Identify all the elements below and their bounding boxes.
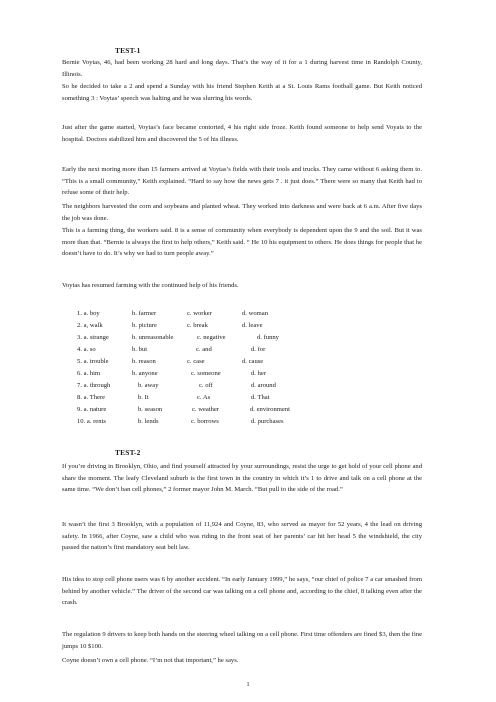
option-a: 1. a. boy [77,310,100,317]
option-a: 6. a. him [77,370,101,377]
test2-paragraph: If you’re driving in Brooklyn, Ohio, and find yourself attracted by your surroundings, resist the urge to get hold of your cell phone and share the moment. The leafy Cleveland suburb is the first town in the country in which it’s 1 to drive and talk on a cell phone at the same time. “We don’t ban cell phones,” 2 former mayor John M. March. “But pull to the side of the road.” [62,463,422,494]
option-b: b. but [132,346,148,353]
option-d: d. funny [257,334,279,341]
option-c: c. negative [197,334,226,341]
option-d: d. environment [250,406,290,413]
test2-title: TEST-2 [115,448,141,457]
option-c: c. break [187,322,208,329]
test1-paragraph: Early the next moring more than 15 farmers arrived at Voytas’s fields with their tools and trucks. They came without 6 asking them to. “This is a small community,” Keith explained. “Hard to say how the news gets 7 . it just does.” There were so many that Keith had to refuse some of their help. [62,166,422,197]
option-d: d. leave [242,322,263,329]
option-b: b. season [138,406,163,413]
test1-title: TEST-1 [115,46,141,55]
option-c: c. case [187,358,205,365]
option-c: c. someone [191,370,221,377]
option-b: b. It [138,394,149,401]
option-a: 4. a. so [77,346,96,353]
test2-paragraph: Coyne doesn’t own a cell phone. “I’m not that important,” he says. [62,657,239,664]
option-d: d. for [251,346,266,353]
test2-paragraph: It wasn’t the first 3 Brooklyn, with a population of 11,924 and Coyne, 83, who served as mayor for 52 years, 4 the lead on driving safety. In 1966, after Coyne, saw a child who was riding in the front seat of her parents’ car hit her head 5 the windshield, the city passed the nation’s first mandatory seat belt law. [62,521,422,552]
option-a: 8. a. There [77,394,106,401]
option-a: 7. a. through [77,382,111,389]
option-a: 3. a. strange [77,334,109,341]
option-b: b. reason [132,358,156,365]
option-c: c. weather [192,406,220,413]
option-d: d. her [251,370,267,377]
option-c: c. off [199,382,213,389]
test1-paragraph: Voytas has resumed farming with the continued help of his friends. [62,282,239,289]
option-a: 2. a, walk [77,322,103,329]
option-d: d. cause [242,358,264,365]
test2-paragraph: His idea to stop cell phone users was 6 by another accident. “In early January 1999,” he says, “our chief of police 7 a car smashed from behind by another vehicle.” The driver of the second car was talking on a cell phone and, according to the chief, 8 talking even after the crash. [62,576,422,607]
option-c: c. borrows [191,418,219,425]
option-c: c. As [197,394,211,401]
option-c: c. and [196,346,212,353]
option-a: 10. a. rents [77,418,106,425]
option-b: b. anyone [132,370,158,377]
option-b: b. farmer [132,310,157,317]
test1-paragraph: This is a farming thing, the workers said. 8 is a sense of community when everybody is dependent upon the 9 and the soil. But it was more than that. “Bernie is always the first to help others,” Keith said. “ He 10 his equipment to others. He does things for people that he doesn’t have to do. It’s why we had to turn people away.” [62,227,422,258]
test1-paragraph: So he decided to take a 2 and spend a Sunday with his friend Stephen Keith at a St. Louis Rams football game. But Keith noticed something 3 : Voytas’ speech was halting and he was slurring his words. [62,83,422,102]
test1-paragraph: The neighbors harvested the corn and soybeans and planted wheat. They worked into darkness and were back at 6 a.m. After five days the job was done. [62,203,422,222]
option-d: d. woman [242,310,269,317]
option-c: c. worker [187,310,212,317]
option-d: d. That [251,394,270,401]
option-a: 9. a. nature [77,406,107,413]
option-b: b. picture [132,322,157,329]
option-d: d. purchases [251,418,284,425]
option-d: d. around [251,382,276,389]
test1-paragraph: Just after the game started, Voytas’s face became contorted, 4 his right side froze. Keith found someone to help send Voyats to the hospital. Doctors stabilized him and discovered the 5 of his illness. [62,124,422,143]
option-a: 5. a. trouble [77,358,109,365]
option-b: b. lends [138,418,159,425]
option-b: b. away [138,382,159,389]
test2-paragraph: The regulation 9 drivers to keep both hands on the steering wheel talking on a cell phone. First time offenders are fined $3, then the fine jumps 10 $100. [62,631,422,650]
option-b: b. unreasonable [132,334,174,341]
test1-paragraph: Bernie Voytas, 46, had been working 28 hard and long days. That’s the way of it for a 1 during harvest time in Randolph County, Illinois. [62,59,422,78]
page-number: 1 [246,681,250,688]
